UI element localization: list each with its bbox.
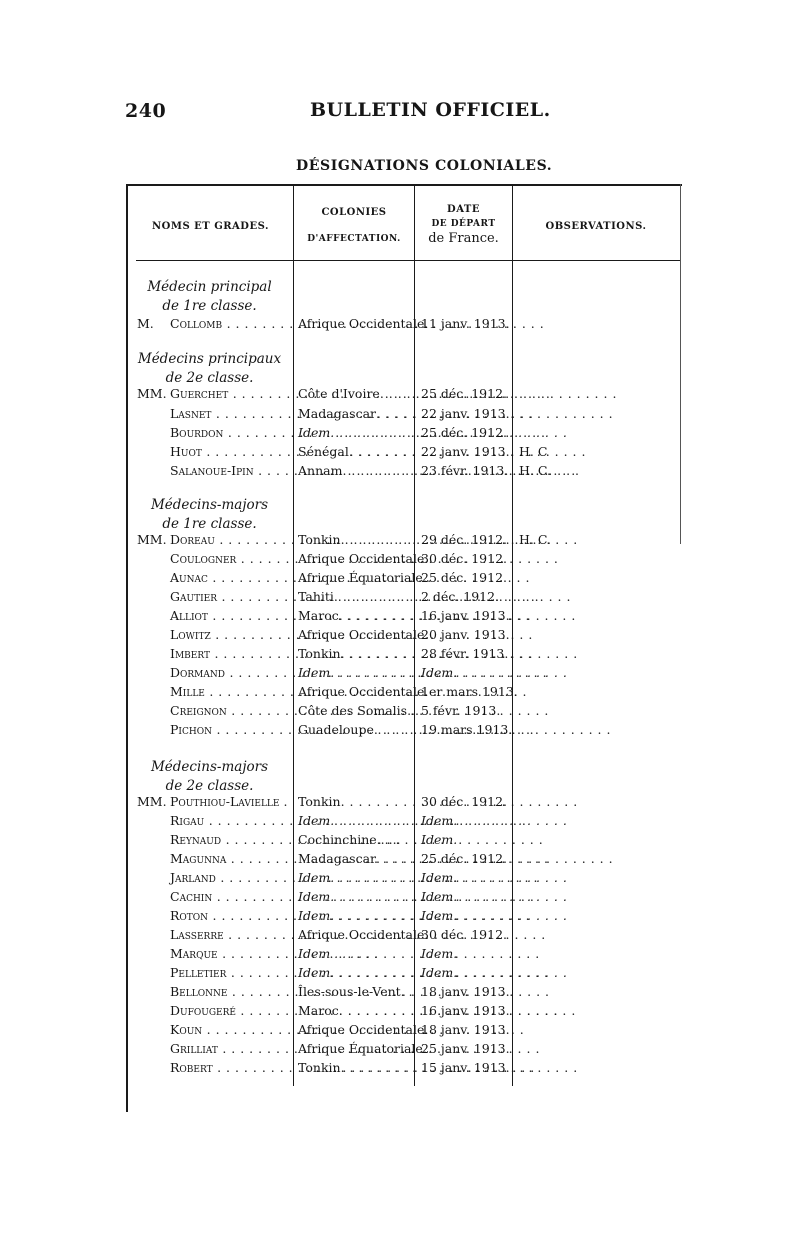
row-name: Lasserre . . . bbox=[170, 925, 290, 944]
row-date: Idem. bbox=[421, 889, 458, 904]
row-date: Idem. bbox=[421, 965, 458, 980]
row-colony: Idem . . . bbox=[298, 963, 410, 982]
row-name: Rigau . . . bbox=[170, 811, 290, 830]
row-date: 2 déc. 1912. bbox=[421, 589, 500, 604]
row-date: Idem. bbox=[421, 908, 458, 923]
row-colony: Maroc . . . bbox=[298, 1001, 410, 1020]
row-date: 30 déc. 1912. bbox=[421, 551, 508, 566]
table-row bbox=[0, 830, 800, 849]
row-colony: Cochinchine...... bbox=[298, 832, 401, 847]
section-heading-line1: Médecins principaux bbox=[137, 351, 282, 367]
row-date: 25 déc. 1912. bbox=[421, 386, 508, 401]
row-name: Jarland . . . bbox=[170, 868, 290, 887]
row-date: 22 janv. 1913. bbox=[421, 444, 510, 459]
row-colony: Tonkin . . . bbox=[298, 530, 410, 549]
row-date: 25 déc. 1912. bbox=[421, 425, 508, 440]
row-name: Lasnet . . . bbox=[170, 404, 290, 423]
row-name: Bellonne . . . bbox=[170, 982, 290, 1001]
row-colony: Madagascar . . . bbox=[298, 404, 410, 423]
row-prefix: MM. bbox=[137, 532, 167, 547]
row-name: Koun . . . bbox=[170, 1020, 290, 1039]
row-date: 30 déc. 1912. bbox=[421, 927, 508, 942]
row-name: Grilliat . . . bbox=[170, 1039, 290, 1058]
row-date: 18 janv. 1913. bbox=[421, 984, 510, 999]
row-colony: Tonkin . . . bbox=[298, 1058, 410, 1077]
section-heading bbox=[126, 350, 293, 388]
section-heading-line1: Médecins-majors bbox=[150, 759, 269, 775]
row-name: Pouthiou-Lavielle . bbox=[170, 794, 288, 809]
table-row bbox=[0, 663, 800, 682]
row-colony: Idem . . . bbox=[298, 887, 410, 906]
row-name: Doreau . . . bbox=[170, 530, 290, 549]
row-colony: Afrique Occidentale. bbox=[298, 684, 429, 699]
table-row bbox=[0, 849, 800, 868]
row-name: Robert . . . bbox=[170, 1058, 290, 1077]
row-name: Pichon . . . bbox=[170, 720, 290, 739]
row-colony: Madagascar . . . bbox=[298, 849, 410, 868]
table-row bbox=[0, 1058, 800, 1077]
row-colony: Afrique Occidentale. bbox=[298, 627, 429, 642]
table-row bbox=[0, 982, 800, 1001]
row-date: Idem. bbox=[421, 813, 458, 828]
table-row bbox=[0, 530, 800, 549]
row-date: 22 janv. 1913. bbox=[421, 406, 510, 421]
table-row bbox=[0, 906, 800, 925]
row-colony: Afrique Occidentale. bbox=[298, 316, 429, 331]
row-date: 5 févr. 1913. bbox=[421, 703, 501, 718]
row-name: Lowitz . . . bbox=[170, 625, 290, 644]
row-prefix: M. bbox=[137, 316, 154, 331]
row-observation: H. C. bbox=[519, 532, 551, 547]
row-name: Gautier . . . bbox=[170, 587, 290, 606]
table-row bbox=[0, 587, 800, 606]
row-date: Idem. bbox=[421, 832, 458, 847]
row-colony: Tonkin . . . bbox=[298, 644, 410, 663]
row-name: Salanoue-Ipin . . . bbox=[170, 461, 290, 480]
table-row bbox=[0, 606, 800, 625]
row-colony: Afrique Équatoriale. bbox=[298, 1041, 427, 1056]
table-row bbox=[0, 461, 800, 480]
row-colony: Afrique Occidentale. bbox=[298, 551, 429, 566]
table-top-rule bbox=[126, 184, 682, 186]
row-colony: Tonkin . . . bbox=[298, 792, 410, 811]
row-date: 19 mars 1913. bbox=[421, 722, 513, 737]
row-colony: Îles-sous-le-Vent. . bbox=[298, 984, 413, 999]
table-row bbox=[0, 404, 800, 423]
row-name: Creignon . . . bbox=[170, 701, 290, 720]
table-row bbox=[0, 944, 800, 963]
table-row bbox=[0, 720, 800, 739]
table-row bbox=[0, 1001, 800, 1020]
table-row bbox=[0, 811, 800, 830]
row-date: 25 déc. 1912. bbox=[421, 570, 508, 585]
row-colony: Idem . . . bbox=[298, 663, 410, 682]
section-heading-line2: de 2e classe. bbox=[165, 370, 254, 386]
table-row bbox=[0, 549, 800, 568]
table-row bbox=[0, 868, 800, 887]
row-name: Reynaud . . . bbox=[170, 830, 290, 849]
row-name: Huot . . . bbox=[170, 442, 290, 461]
header-date-line3: de France. bbox=[428, 231, 499, 246]
row-name: Imbert . . . bbox=[170, 644, 290, 663]
row-colony: Idem . . . bbox=[298, 906, 410, 925]
row-colony: Afrique Occidentale. bbox=[298, 927, 429, 942]
row-name: Marque . . . bbox=[170, 944, 290, 963]
row-colony: Tahiti . . . bbox=[298, 587, 410, 606]
row-name: Dormand . . . bbox=[170, 663, 290, 682]
table-row bbox=[0, 887, 800, 906]
row-colony: Guadeloupe . . . bbox=[298, 720, 410, 739]
row-name: Bourdon . . . bbox=[170, 423, 290, 442]
row-name: Guerchet . . . bbox=[170, 384, 290, 403]
row-date: 11 janv. 1913. bbox=[421, 316, 510, 331]
row-colony: Idem . . . bbox=[298, 868, 410, 887]
table-right-rule bbox=[680, 184, 681, 544]
row-date: 1er mars 1913. bbox=[421, 684, 518, 699]
row-date: 15 janv. 1913. bbox=[421, 1060, 510, 1075]
row-colony: Idem . . . . . . bbox=[298, 946, 378, 961]
row-date: 30 déc. 1912. bbox=[421, 794, 508, 809]
row-colony: Afrique Équatoriale. bbox=[298, 570, 427, 585]
row-date: Idem. bbox=[421, 870, 458, 885]
section-heading-line2: de 1re classe. bbox=[162, 298, 257, 314]
row-date: 29 déc. 1912. bbox=[421, 532, 508, 547]
row-date: 23 févr. 1913. bbox=[421, 463, 509, 478]
running-head: BULLETIN OFFICIEL. bbox=[310, 99, 551, 121]
table-row bbox=[0, 963, 800, 982]
table-row bbox=[0, 423, 800, 442]
row-observation: H. C. bbox=[519, 463, 551, 478]
row-date: 18 janv. 1913. bbox=[421, 1022, 510, 1037]
row-name: Aunac . . . bbox=[170, 568, 290, 587]
row-colony: Maroc . . . bbox=[298, 606, 410, 625]
row-date: 16 janv. 1913. bbox=[421, 1003, 510, 1018]
table-row bbox=[0, 925, 800, 944]
row-name: Roton . . . bbox=[170, 906, 290, 925]
row-name: Mille . . . bbox=[170, 682, 290, 701]
page-number: 240 bbox=[125, 100, 167, 122]
row-date: 25 déc. 1912. bbox=[421, 851, 508, 866]
table-row bbox=[0, 568, 800, 587]
section-heading bbox=[126, 496, 293, 534]
row-name: Coulogner . . . bbox=[170, 549, 290, 568]
header-colonies-line1: COLONIES bbox=[321, 207, 387, 218]
header-names: NOMS ET GRADES. bbox=[152, 221, 269, 232]
row-colony: Côte des Somalis... bbox=[298, 703, 419, 718]
row-prefix: MM. bbox=[137, 794, 167, 809]
row-name: Dufougeré . . . bbox=[170, 1001, 290, 1020]
row-colony: Afrique Occidentale. bbox=[298, 1022, 429, 1037]
row-date: Idem. bbox=[421, 946, 458, 961]
row-name: Pelletier . . . bbox=[170, 963, 290, 982]
row-name: Alliot . . . bbox=[170, 606, 290, 625]
row-date: 25 janv. 1913. bbox=[421, 1041, 510, 1056]
table-row bbox=[0, 384, 800, 403]
section-heading-line1: Médecin principal bbox=[147, 279, 272, 295]
header-date-line2: DE DÉPART bbox=[431, 219, 496, 229]
header-observations: OBSERVATIONS. bbox=[545, 221, 647, 232]
table-row bbox=[0, 1020, 800, 1039]
row-colony: Côte d'Ivoire . . . bbox=[298, 384, 410, 403]
table-row bbox=[0, 701, 800, 720]
section-heading-line1: Médecins-majors bbox=[150, 497, 269, 513]
table-row bbox=[0, 1039, 800, 1058]
page-title: DÉSIGNATIONS COLONIALES. bbox=[296, 158, 553, 174]
row-date: Idem. bbox=[421, 665, 458, 680]
table-row bbox=[0, 314, 800, 333]
header-date-line1: DATE bbox=[447, 204, 480, 215]
row-name: Magunna . . . bbox=[170, 849, 290, 868]
section-heading-line2: de 1re classe. bbox=[162, 516, 257, 532]
row-date: 16 janv. 1913. bbox=[421, 608, 510, 623]
row-observation: H. C bbox=[519, 444, 548, 459]
header-date bbox=[415, 203, 512, 245]
table-row bbox=[0, 644, 800, 663]
section-heading bbox=[126, 758, 293, 796]
row-colony: Sénégal . . . bbox=[298, 442, 410, 461]
row-date: 20 janv. 1913. bbox=[421, 627, 510, 642]
row-date: 28 févr. 1913. bbox=[421, 646, 509, 661]
header-bottom-rule bbox=[136, 260, 680, 261]
table-row bbox=[0, 682, 800, 701]
row-colony: Idem . . . bbox=[298, 811, 410, 830]
table-row bbox=[0, 625, 800, 644]
header-colonies-line2: D'AFFECTATION. bbox=[307, 234, 401, 244]
table-row bbox=[0, 792, 800, 811]
row-colony: Idem . . . bbox=[298, 423, 410, 442]
section-heading bbox=[126, 278, 293, 316]
section-heading-line2: de 2e classe. bbox=[165, 778, 254, 794]
header-colonies bbox=[294, 206, 414, 246]
row-prefix: MM. bbox=[137, 386, 167, 401]
row-name: Cachin . . . bbox=[170, 887, 290, 906]
row-colony: Annam . . . bbox=[298, 461, 410, 480]
table-row bbox=[0, 442, 800, 461]
row-name: Collomb . . . bbox=[170, 314, 290, 333]
